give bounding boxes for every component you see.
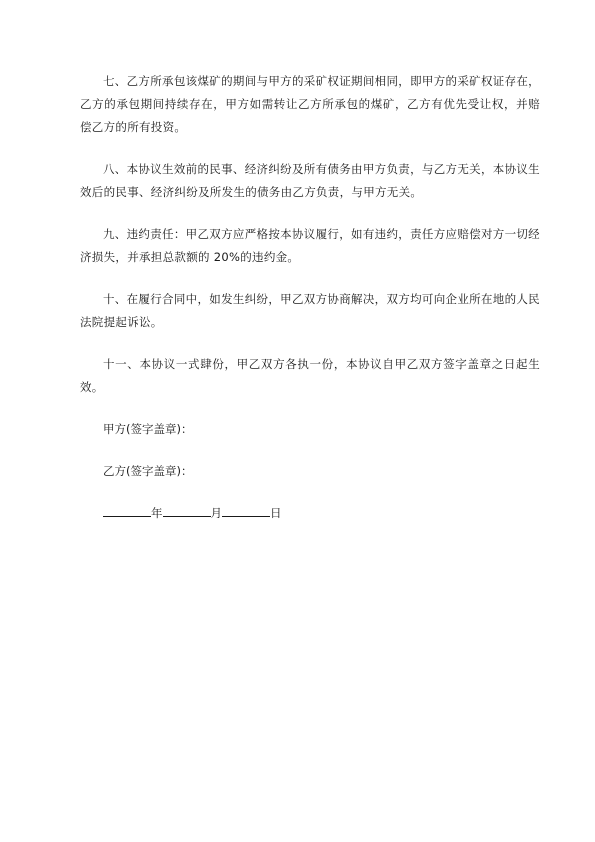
clause-11: 十一、本协议一式肆份，甲乙双方各执一份，本协议自甲乙双方签字盖章之日起生效。: [80, 357, 540, 394]
month-blank: [163, 502, 211, 517]
clause-8: 八、本协议生效前的民事、经济纠纷及所有债务由甲方负责，与乙方无关，本协议生效后的民事、经济纠纷及所发生的债务由乙方负责，与甲方无关。: [80, 162, 540, 199]
year-label: 年: [151, 506, 163, 520]
day-blank: [222, 502, 270, 517]
clause-10: 十、在履行合同中，如发生纠纷，甲乙双方协商解决，双方均可向企业所在地的人民法院提起诉讼。: [80, 292, 540, 329]
month-label: 月: [210, 506, 222, 520]
party-a-signature: 甲方(签字盖章)：: [103, 422, 193, 436]
party-b-signature: 乙方(签字盖章)：: [103, 464, 193, 478]
clause-7: 七、乙方所承包该煤矿的期间与甲方的采矿权证期间相同，即甲方的采矿权证存在，乙方的承包期间持续存在，甲方如需转让乙方所承包的煤矿，乙方有优先受让权，并赔偿乙方的所有投资。: [80, 74, 540, 134]
year-blank: [103, 502, 151, 517]
clause-9: 九、违约责任：甲乙双方应严格按本协议履行，如有违约，责任方应赔偿对方一切经济损失，并承担总款额的 20%的违约金。: [80, 227, 540, 264]
document-body: [80, 70, 540, 525]
day-label: 日: [270, 506, 282, 520]
signing-date: [80, 502, 540, 525]
